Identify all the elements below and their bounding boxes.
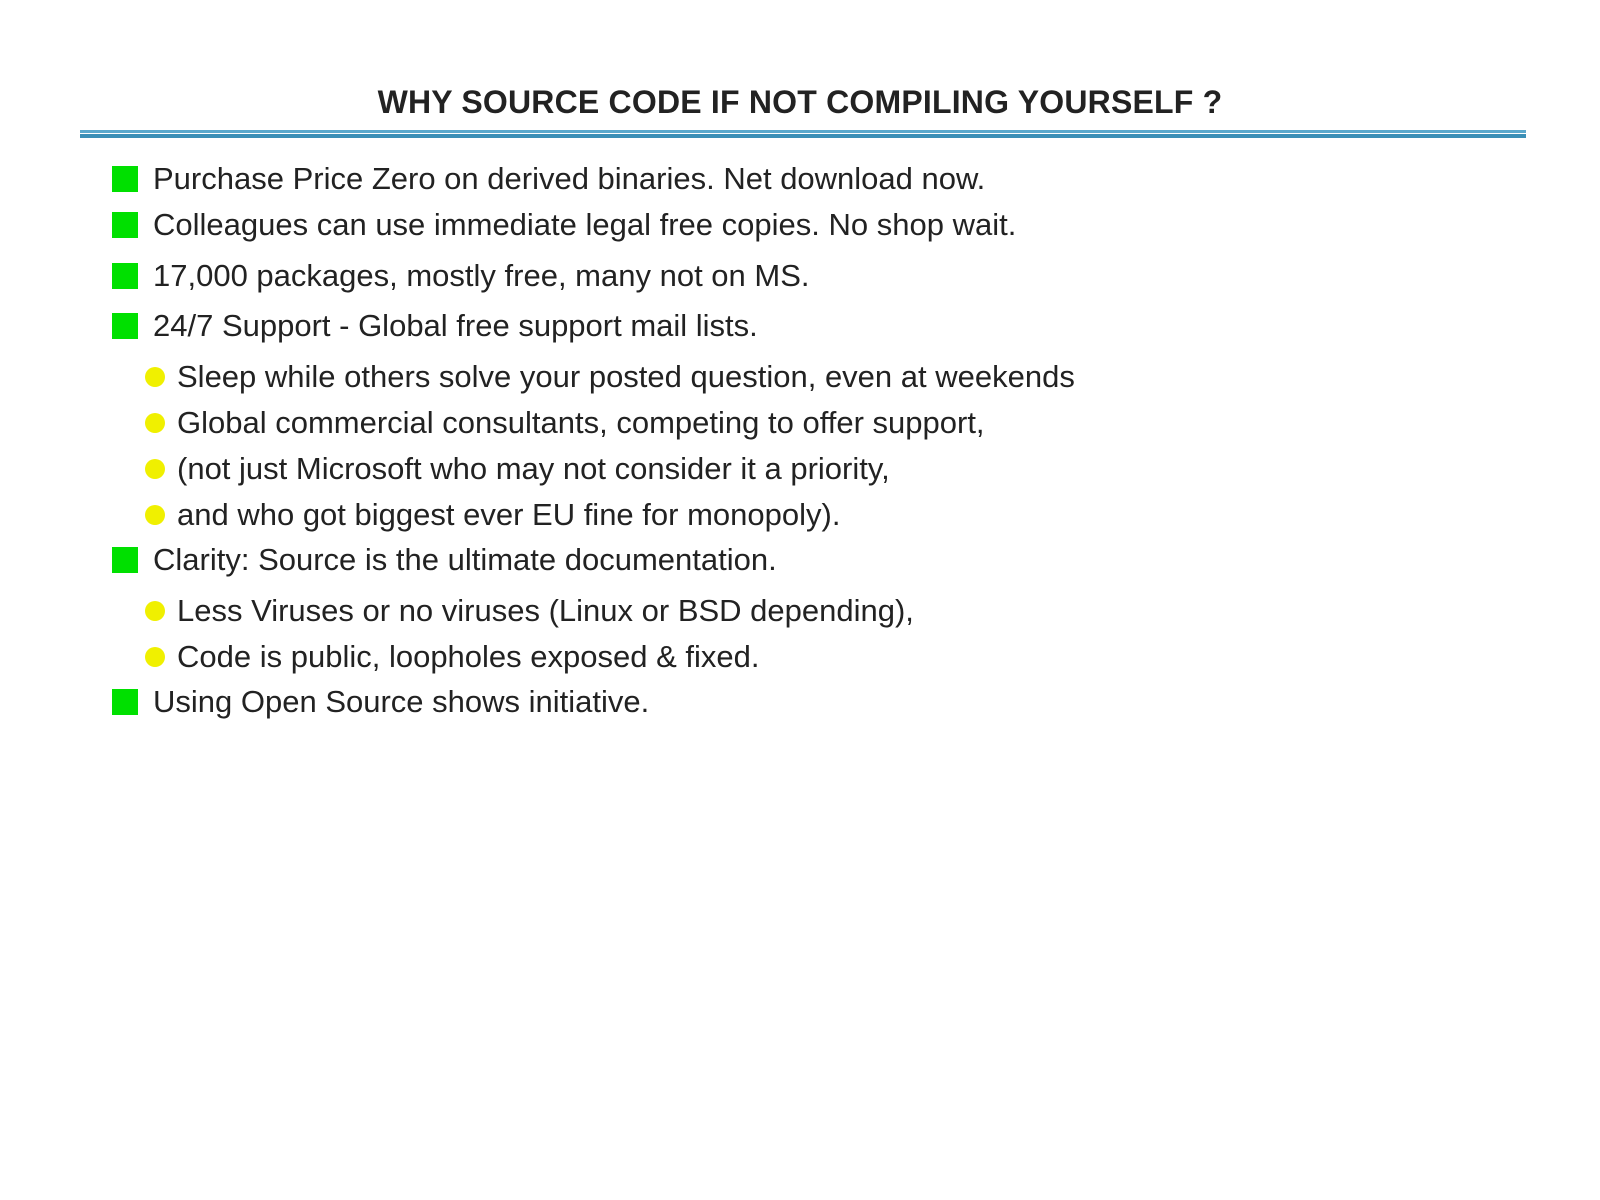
- bullet-item: [112, 205, 1016, 245]
- sub-bullet-item: [145, 449, 890, 489]
- bullet-text: Using Open Source shows initiative.: [153, 684, 650, 719]
- bullet-text: Clarity: Source is the ultimate documentation.: [153, 542, 777, 577]
- green-square-bullet-icon: [112, 689, 138, 715]
- bullet-item: [112, 540, 777, 580]
- bullet-text: 24/7 Support - Global free support mail lists.: [153, 308, 758, 343]
- green-square-bullet-icon: [112, 313, 138, 339]
- yellow-dot-bullet-icon: [145, 459, 165, 479]
- bullet-item: [112, 256, 810, 296]
- yellow-dot-bullet-icon: [145, 413, 165, 433]
- sub-bullet-item: [145, 637, 759, 677]
- bullet-item: [112, 306, 758, 346]
- slide-title: WHY SOURCE CODE IF NOT COMPILING YOURSELF ?: [377, 84, 1223, 120]
- bullet-text: Global commercial consultants, competing to offer support,: [177, 405, 985, 440]
- sub-bullet-item: [145, 591, 914, 631]
- bullet-text: Colleagues can use immediate legal free copies. No shop wait.: [153, 207, 1017, 242]
- yellow-dot-bullet-icon: [145, 601, 165, 621]
- sub-bullet-item: [145, 357, 1075, 397]
- bullet-text: Code is public, loopholes exposed & fixed.: [177, 639, 760, 674]
- bullet-text: Less Viruses or no viruses (Linux or BSD depending),: [177, 593, 914, 628]
- sub-bullet-item: [145, 495, 840, 535]
- bullet-text: Sleep while others solve your posted question, even at weekends: [177, 359, 1075, 394]
- sub-bullet-item: [145, 403, 985, 443]
- green-square-bullet-icon: [112, 547, 138, 573]
- bullet-text: 17,000 packages, mostly free, many not on MS.: [153, 258, 810, 293]
- bullet-text: (not just Microsoft who may not consider it a priority,: [177, 451, 890, 486]
- bullet-item: [112, 682, 649, 722]
- green-square-bullet-icon: [112, 263, 138, 289]
- green-square-bullet-icon: [112, 166, 138, 192]
- yellow-dot-bullet-icon: [145, 647, 165, 667]
- bullet-text: and who got biggest ever EU fine for monopoly).: [177, 497, 841, 532]
- bullet-item: [112, 159, 985, 199]
- yellow-dot-bullet-icon: [145, 505, 165, 525]
- yellow-dot-bullet-icon: [145, 367, 165, 387]
- bullet-text: Purchase Price Zero on derived binaries. Net download now.: [153, 161, 986, 196]
- green-square-bullet-icon: [112, 212, 138, 238]
